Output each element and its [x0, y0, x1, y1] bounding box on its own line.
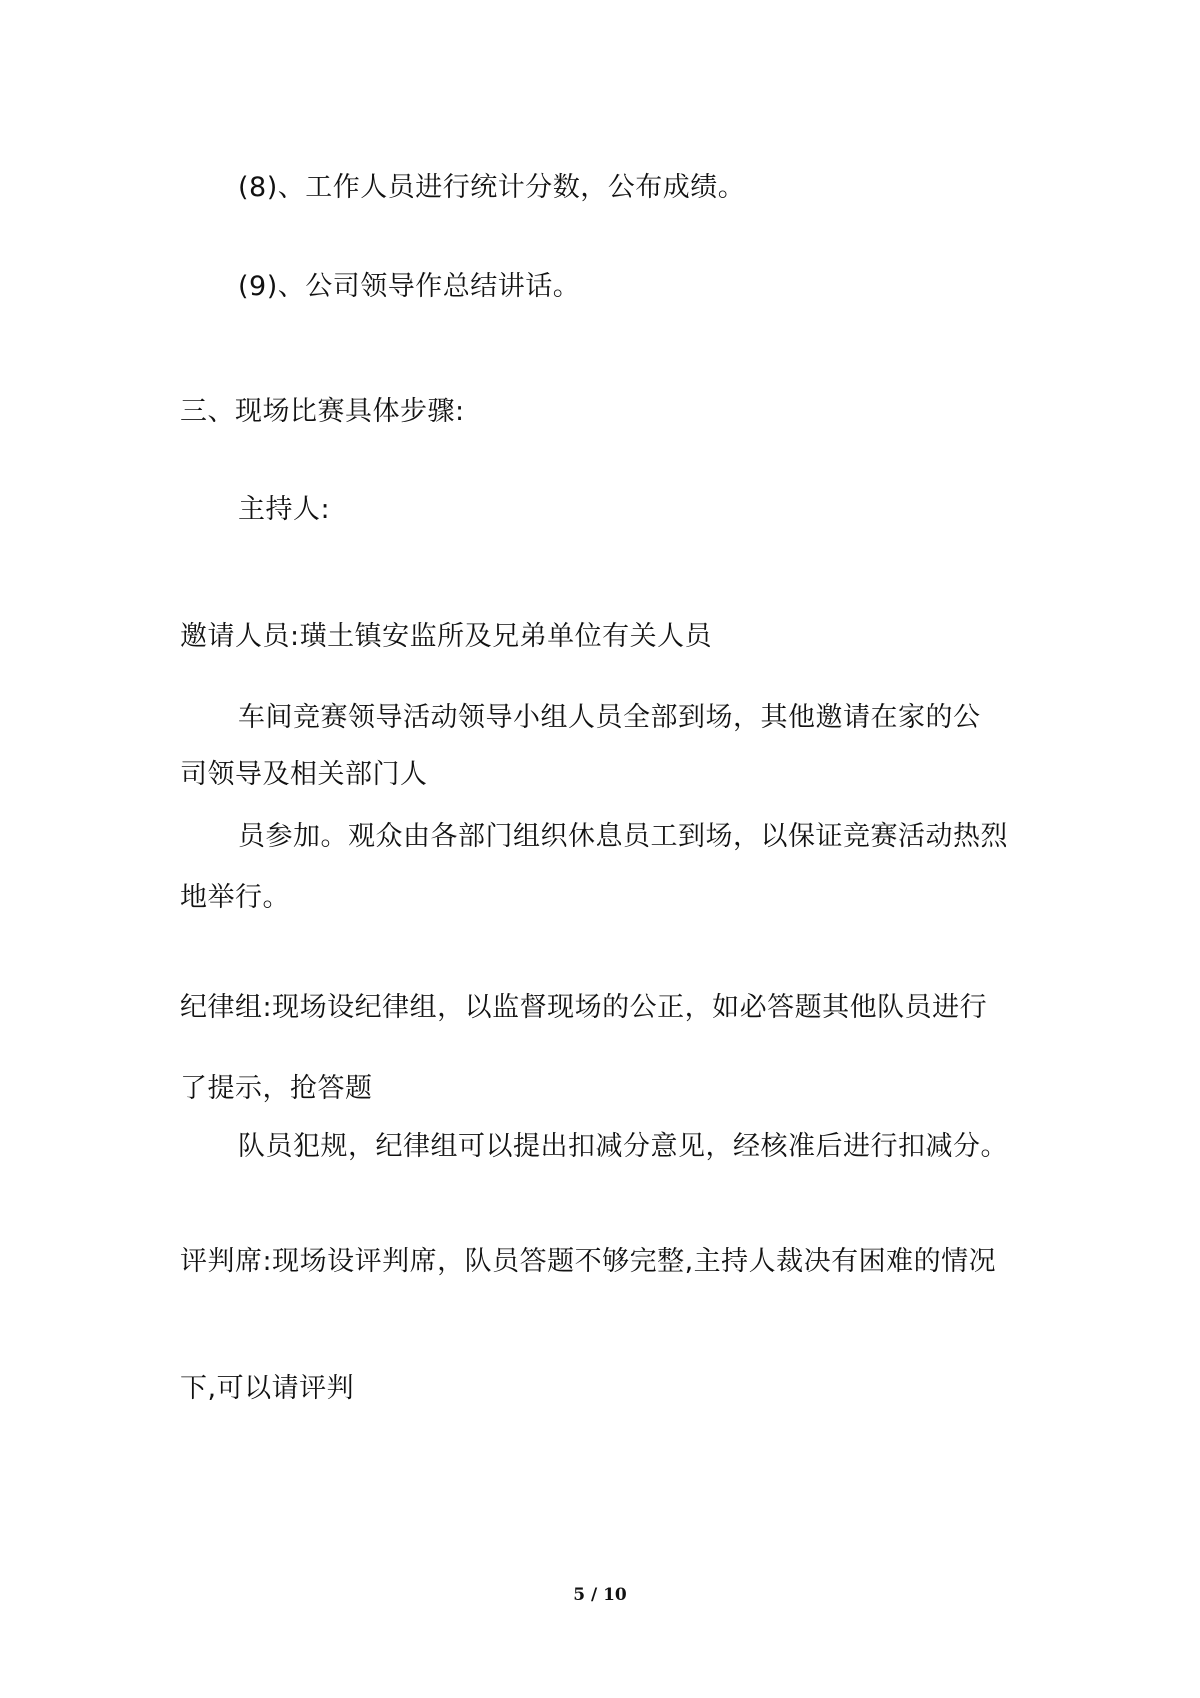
invited-people-paragraph: 邀请人员:璜土镇安监所及兄弟单位有关人员: [180, 621, 713, 652]
paragraph-step-9: (9)、公司领导作总结讲话。: [238, 271, 581, 302]
host-label: 主持人:: [238, 494, 331, 525]
workshop-leaders-line-1: 车间竞赛领导活动领导小组人员全部到场，其他邀请在家的公: [238, 702, 981, 733]
workshop-leaders-line-2: 司领导及相关部门人: [180, 759, 428, 790]
section-heading-3: 三、现场比赛具体步骤:: [180, 396, 465, 427]
discipline-group-line-1: 纪律组:现场设纪律组，以监督现场的公正，如必答题其他队员进行: [180, 992, 988, 1023]
discipline-group-line-2: 了提示，抢答题: [180, 1073, 373, 1104]
paragraph-step-8: (8)、工作人员进行统计分数，公布成绩。: [238, 172, 746, 203]
discipline-group-line-3: 队员犯规，纪律组可以提出扣减分意见，经核准后进行扣减分。: [238, 1131, 1008, 1162]
audience-paragraph-line-2: 地举行。: [180, 882, 290, 913]
judges-seat-line-1: 评判席:现场设评判席，队员答题不够完整,主持人裁决有困难的情况: [180, 1246, 997, 1277]
audience-paragraph-line-1: 员参加。观众由各部门组织休息员工到场，以保证竞赛活动热烈: [238, 821, 1008, 852]
page-number: 5 / 10: [573, 1585, 627, 1605]
judges-seat-line-2: 下,可以请评判: [180, 1373, 355, 1404]
